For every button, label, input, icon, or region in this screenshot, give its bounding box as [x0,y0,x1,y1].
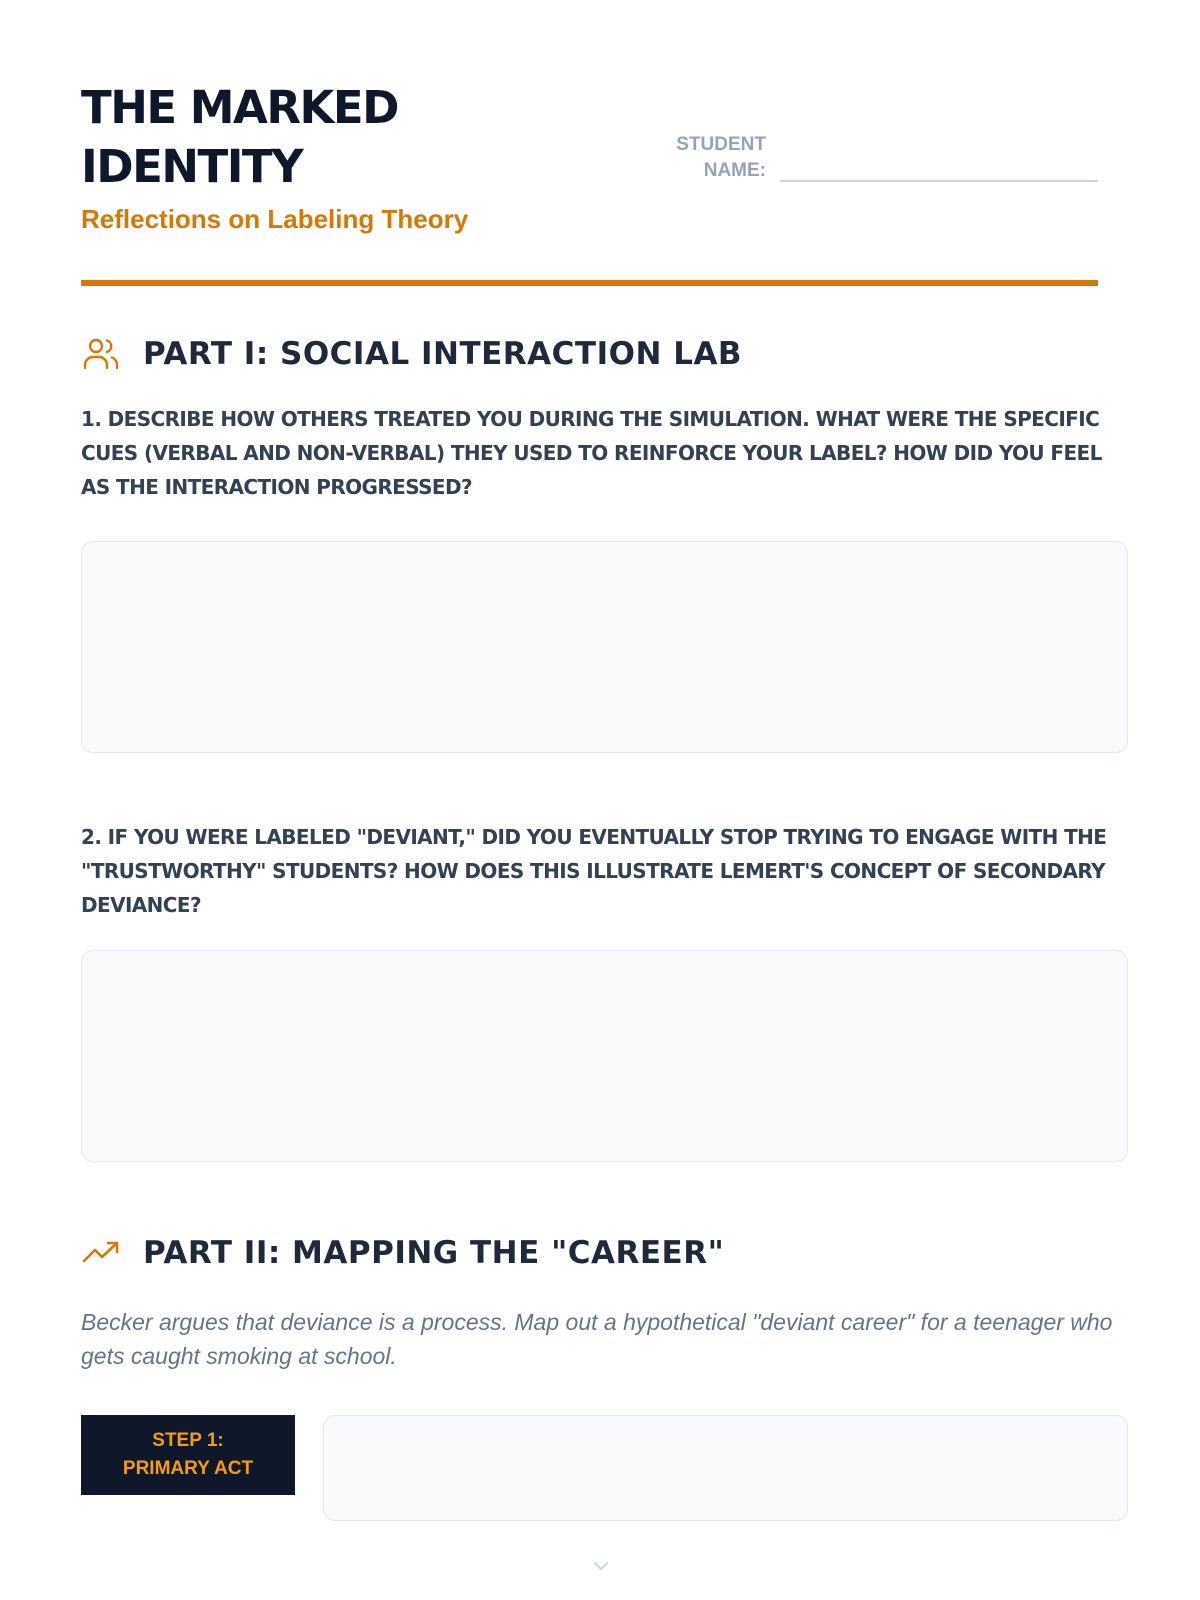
step1-answer-box[interactable] [323,1415,1128,1521]
part1-title: PART I: SOCIAL INTERACTION LAB [143,336,743,372]
page-subtitle: Reflections on Labeling Theory [81,204,469,234]
page-title: THE MARKED IDENTITY [81,81,398,193]
student-name-label [656,132,766,184]
worksheet-header [81,0,1098,288]
part1-heading [81,334,742,374]
step1-label-line2: PRIMARY ACT [122,1458,254,1479]
step1-label-line1: STEP 1: [152,1430,224,1451]
student-name-field [656,132,1098,184]
answer-box-2[interactable] [81,950,1128,1162]
part2-title: PART II: MAPPING THE "CAREER" [143,1235,725,1271]
part2-intro: Becker argues that deviance is a process. Map out a hypothetical "deviant career" for a teenager who gets caught smoking at school. [81,1309,1113,1369]
question-2: 2. IF YOU WERE LABELED "DEVIANT," DID YOU EVENTUALLY STOP TRYING TO ENGAGE WITH THE "TRUSTWORTHY" STUDENTS? HOW DOES THIS ILLUSTRATE LEMERT'S CONCEPT OF SECONDARY DEVIANCE? [81,825,1107,917]
part2-heading [81,1233,724,1273]
header-divider [81,280,1098,286]
question-1: 1. DESCRIBE HOW OTHERS TREATED YOU DURING THE SIMULATION. WHAT WERE THE SPECIFIC CUES (VERBAL AND NON-VERBAL) THEY USED TO REINFORCE YOUR LABEL? HOW DID YOU FEEL AS THE INTERACTION PROGRESSED? [81,407,1102,499]
chevron-down-icon[interactable] [592,1560,610,1572]
users-icon [81,334,121,374]
student-label-line2: NAME: [703,160,766,181]
student-label-line1: STUDENT [676,134,766,155]
student-name-input-line[interactable] [780,180,1098,182]
trending-up-icon [81,1233,121,1273]
answer-box-1[interactable] [81,541,1128,753]
step1-label [81,1415,295,1495]
